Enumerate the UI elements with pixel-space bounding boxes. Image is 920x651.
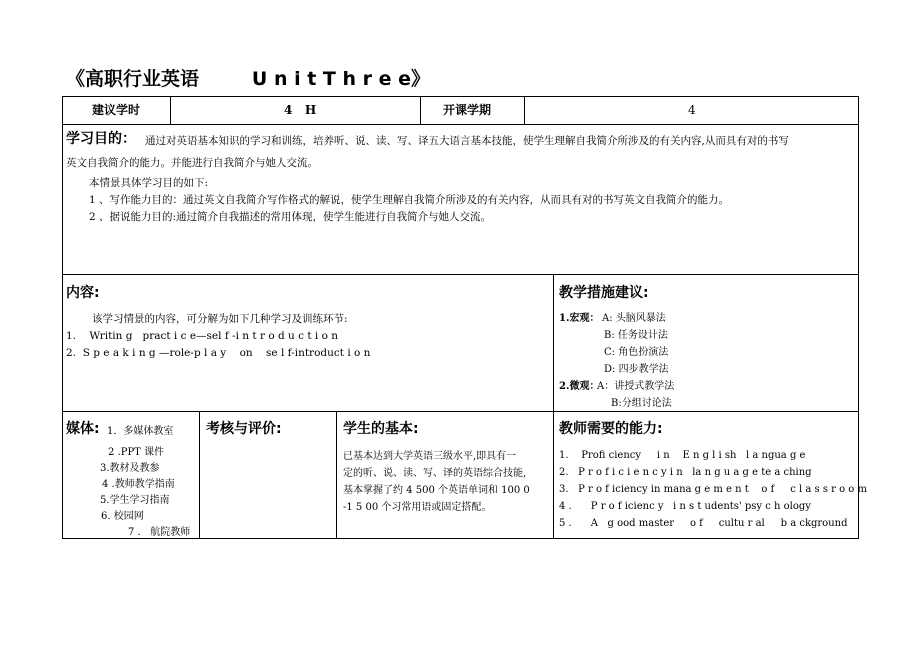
measures-item: B: 任务设计法: [604, 330, 668, 341]
media-item: 2 .PPT 课件: [108, 447, 165, 458]
measures-macro-label: 1.宏观：: [559, 313, 600, 324]
objectives-line: 英文自我简介的能力。并能进行自我简介与她人交流。: [66, 157, 318, 169]
media-item: 1．多媒体教室: [107, 426, 174, 437]
media-item: 5.学生学习指南: [100, 495, 170, 506]
students-line: 基本掌握了约 4 500 个英语单词和 100 0: [343, 485, 530, 496]
measures-item: A: 头脑风暴法: [602, 313, 666, 324]
col-divider: [199, 411, 200, 539]
objectives-line: 1 、写作能力目的：通过英文自我简介写作格式的解说，使学生理解自我简介所涉及的有关内容，从而具有对的书写英文自我简介的能力。: [89, 194, 730, 206]
media-item: 3.教材及教参: [100, 463, 160, 474]
measures-item: D: 四步教学法: [604, 364, 669, 375]
students-line: 已基本达到大学英语三级水平,即具有一: [343, 451, 517, 462]
teacher-heading: 教师需要的能力:: [559, 421, 663, 437]
assessment-heading: 考核与评价:: [206, 421, 282, 437]
col-divider: [553, 274, 554, 411]
objectives-line: 2 、据说能力目的:通过简介自我描述的常用体现，使学生能进行自我简介与她人交流。: [89, 211, 492, 223]
measures-item: C: 角色扮演法: [604, 347, 669, 358]
students-line: -1 5 00 个习常用语或固定搭配。: [343, 502, 492, 513]
col-divider: [420, 96, 421, 124]
measures-heading: 教学措施建议:: [559, 285, 649, 301]
media-item: 7 . 航院教师: [128, 527, 191, 538]
col-divider: [336, 411, 337, 539]
col-divider: [170, 96, 171, 124]
row-divider: [62, 124, 859, 125]
hours-label: 建议学时: [92, 103, 141, 117]
measures-item: B:分组讨论法: [611, 398, 672, 409]
teacher-item: 1. Profi ciency i n E n g l i sh l a ngua g e: [559, 450, 806, 461]
media-item: 4 .教师教学指南: [102, 479, 175, 490]
objectives-heading: 学习目的：: [66, 131, 136, 147]
col-divider: [553, 411, 554, 539]
students-heading: 学生的基本:: [343, 421, 419, 437]
media-item: 6. 校园网: [101, 511, 144, 522]
col-divider: [524, 96, 525, 124]
content-intro: 该学习情景的内容，可分解为如下几种学习及训练环节:: [92, 313, 348, 325]
objectives-line: 通过对英语基本知识的学习和训练，培养听、说、读、写、译五大语言基本技能，使学生理解自我简介所涉及的有关内容,从而具有对的书写: [145, 135, 789, 147]
teacher-item: 4 . P r o f icienc y i n s t udents' psy c h ology: [559, 501, 811, 512]
students-line: 定的听、说、读、写、译的英语综合技能,: [343, 468, 527, 479]
row-divider: [62, 411, 859, 412]
media-heading: 媒体:: [66, 421, 100, 437]
teacher-item: 5 . A g ood master o f cultu r al b a ckground: [559, 518, 848, 529]
term-value: 4: [688, 103, 696, 117]
hours-value: 4 H: [284, 103, 317, 117]
document-title: 《高职行业英语 U n i t T h r e e》: [66, 68, 431, 90]
measures-micro-label: 2.微观：: [559, 381, 600, 392]
content-heading: 内容:: [66, 285, 100, 301]
objectives-line: 本情景具体学习目的如下:: [89, 177, 209, 189]
term-label: 开课学期: [443, 103, 492, 117]
content-item: 2. S p e a k i n g —role-p l a y on se l f-introduct i o n: [66, 347, 371, 359]
row-divider: [62, 274, 859, 275]
content-item: 1. Writin g pract i c e—sel f -i n t r o d u c t i o n: [66, 330, 339, 342]
teacher-item: 3. P r o f iciency in mana g e m e n t o f c l a s s r o o m: [559, 484, 867, 495]
teacher-item: 2. P r o f i c i e n c y i n la n g u a g e te a ching: [559, 467, 812, 478]
measures-item: A：讲授式教学法: [597, 381, 675, 392]
